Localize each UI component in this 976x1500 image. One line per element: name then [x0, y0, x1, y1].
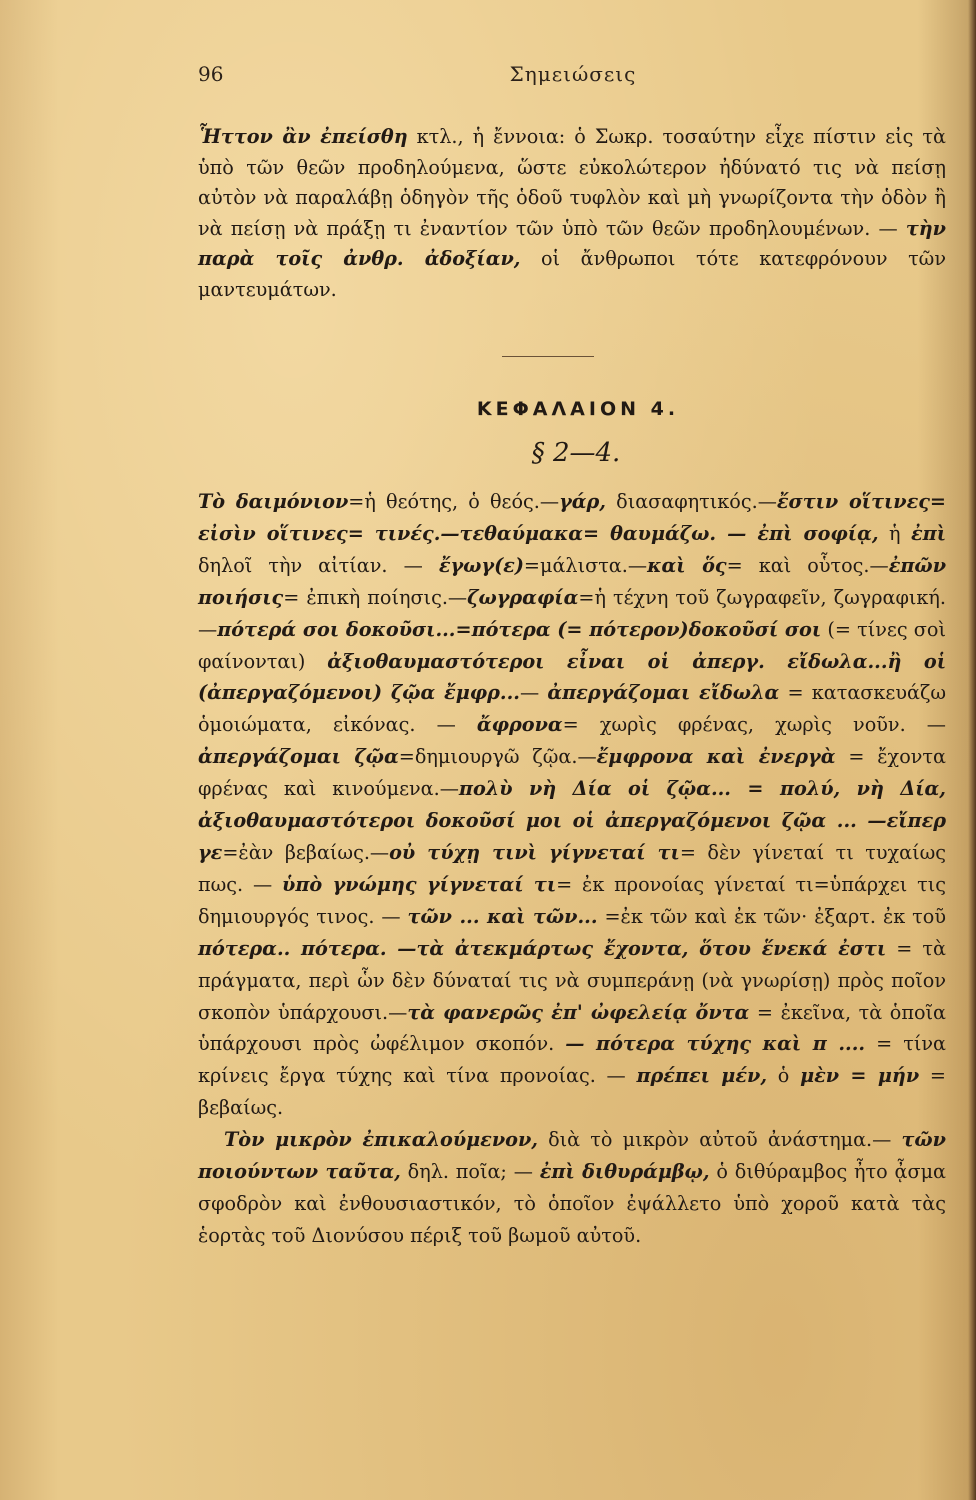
notes-body: [198, 486, 946, 1252]
chapter-title: ΚΕΦΑΛΑΙΟΝ 4.: [476, 398, 680, 420]
note-paragraph-1: Ἧττον ἂν ἐπείσθη κτλ., ἡ ἔννοια: ὁ Σωκρ. τοσαύτην εἶχε πίστιν εἰς τὰ ὑπὸ τῶν θεῶν προδηλούμενα, ὥστε εὐκολώτερον ἠδύνατό τις νὰ πείσῃ αὐτὸν νὰ παραλάβῃ ὁδηγὸν τῆς ὁδοῦ τυφλὸν καὶ μὴ γνωρίζοντα τὴν ὁδὸν ἢ νὰ πείσῃ νὰ πράξῃ τι ἐναντίον τῶν ὑπὸ τῶν θεῶν προδηλουμένων. — τὴν παρὰ τοῖς ἀνθρ. ἀδοξίαν, οἱ ἄνθρωποι τότε κατεφρόνουν τῶν μαντευμάτων.: [198, 125, 946, 301]
section-divider: [502, 356, 594, 357]
page-header: [198, 62, 948, 94]
section-mark: § 2—4.: [531, 438, 621, 468]
note-paragraph-2: Τὸ δαιμόνιον=ἡ θεότης, ὁ θεός.—γάρ, διασαφητικός.—ἔστιν οἵτινες= εἰσὶν οἵτινες= τινές.—τεθαύμακα= θαυμάζω. — ἐπὶ σοφίᾳ, ἡ ἐπὶ δηλοῖ τὴν αἰτίαν. — ἔγωγ(ε)=μάλιστα.—καὶ ὅς= καὶ οὗτος.—ἐπῶν ποιήσις= ἐπικὴ ποίησις.—ζωγραφία=ἡ τέχνη τοῦ ζωγραφεῖν, ζωγραφική.—πότερά σοι δοκοῦσι...=πότερα (= πότερον)δοκοῦσί σοι (= τίνες σοὶ φαίνονται) ἀξιοθαυμαστότεροι εἶναι οἱ ἀπεργ. εἴδωλα...ἢ οἱ (ἀπεργαζόμενοι) ζῷα ἔμφρ...— ἀπεργάζομαι εἴδωλα = κατασκευάζω ὁμοιώματα, εἰκόνας. — ἄφρονα= χωρὶς φρένας, χωρὶς νοῦν. — ἀπεργάζομαι ζῷα=δημιουργῶ ζῷα.—ἔμφρονα καὶ ἐνεργὰ = ἔχοντα φρένας καὶ κινούμενα.—πολὺ νὴ Δία οἱ ζῷα... = πολύ, νὴ Δία, ἀξιοθαυμαστότεροι δοκοῦσί μοι οἱ ἀπεργαζόμενοι ζῷα ... —εἴπερ γε=ἐὰν βεβαίως.—οὐ τύχῃ τινὶ γίγνεταί τι= δὲν γίνεταί τι τυχαίως πως. — ὑπὸ γνώμης γίγνεταί τι= ἐκ προνοίας γίνεταί τι=ὑπάρχει τις δημιουργός τινος. — τῶν ... καὶ τῶν... =ἐκ τῶν καὶ ἐκ τῶν· ἐξαρτ. ἐκ τοῦ πότερα.. πότερα. —τὰ ἀτεκμάρτως ἔχοντα, ὅτου ἕνεκά ἐστι = τὰ πράγματα, περὶ ὧν δὲν δύναταί τις νὰ συμπεράνῃ (νὰ γνωρίσῃ) πρὸς ποῖον σκοπὸν ὑπάρχουσι.—τὰ φανερῶς ἐπ' ὠφελείᾳ ὄντα = ἐκεῖνα, τὰ ὁποῖα ὑπάρχουσι πρὸς ὠφέλιμον σκοπόν. — πότερα τύχης καὶ π .... = τίνα κρίνεις ἔργα τύχης καὶ τίνα προνοίας. — πρέπει μέν, ὁ μὲν = μήν = βεβαίως.: [198, 490, 947, 1120]
page-number: 96: [198, 62, 224, 86]
running-title: Σημειώσεις: [509, 62, 637, 86]
note-paragraph-3: Τὸν μικρὸν ἐπικαλούμενον, διὰ τὸ μικρὸν αὐτοῦ ἀνάστημα.— τῶν ποιούντων ταῦτα, δηλ. ποῖα; — ἐπὶ διθυράμβῳ, ὁ διθύραμβος ἦτο ᾆσμα σφοδρὸν καὶ ἐνθουσιαστικόν, τὸ ὁποῖον ἐψάλλετο ὑπὸ χοροῦ κατὰ τὰς ἑορτὰς τοῦ Διονύσου πέριξ τοῦ βωμοῦ αὐτοῦ.: [198, 1128, 946, 1247]
